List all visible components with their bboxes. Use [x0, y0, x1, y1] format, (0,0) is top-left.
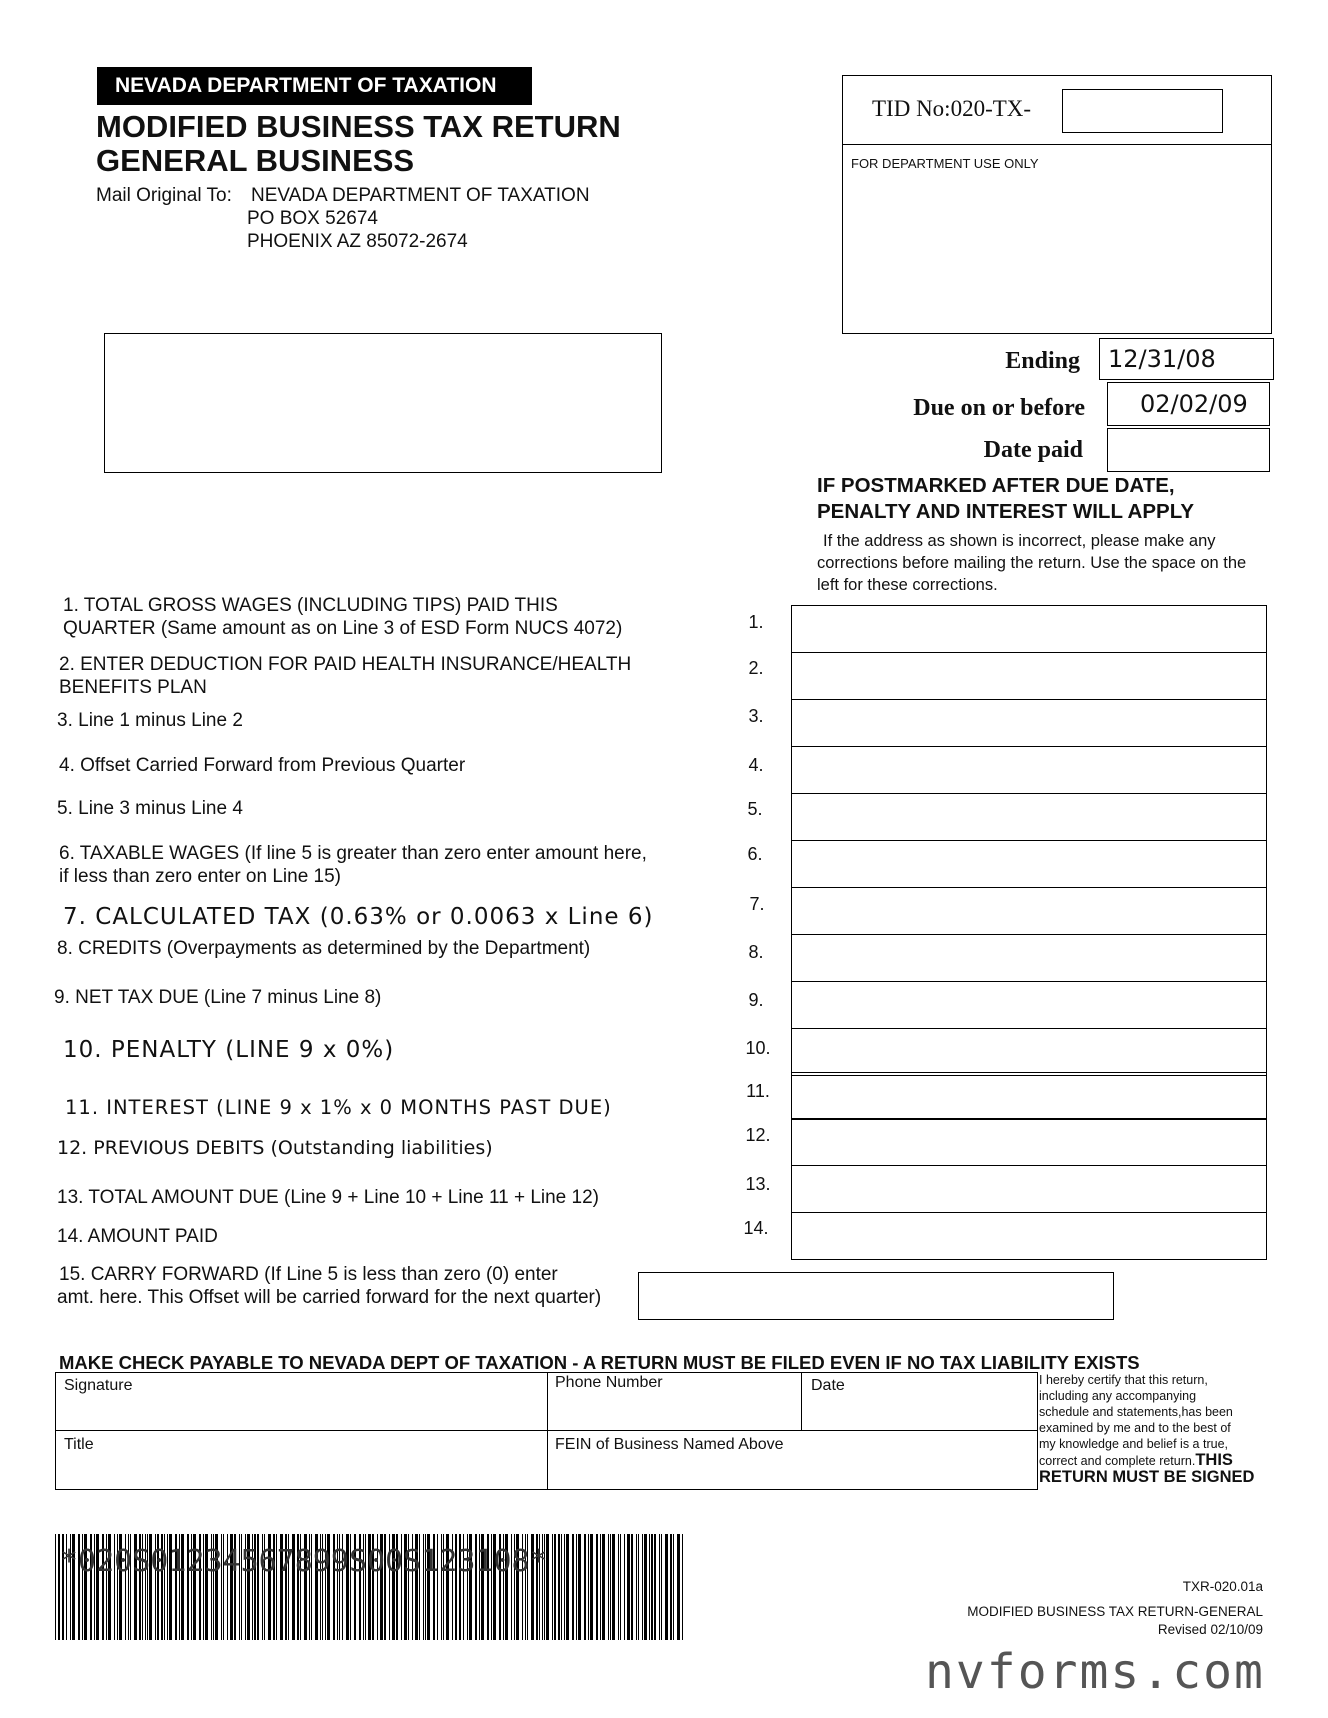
- barcode-bar: [588, 1534, 589, 1640]
- line-14-input[interactable]: [791, 1212, 1267, 1260]
- cert-bold: RETURN MUST BE SIGNED: [1039, 1468, 1255, 1486]
- line-label-text: 1. TOTAL GROSS WAGES (INCLUDING TIPS) PAID THIS: [63, 595, 558, 616]
- cert-line: schedule and statements,has been: [1039, 1405, 1233, 1419]
- barcode-bar: [651, 1534, 653, 1640]
- line-12-input[interactable]: [791, 1118, 1267, 1166]
- warning-line-2: PENALTY AND INTEREST WILL APPLY: [817, 500, 1195, 523]
- line-11-label: 11. INTEREST (LINE 9 x 1% x 0 MONTHS PAST DUE): [65, 1096, 612, 1119]
- line-10-input[interactable]: [791, 1028, 1267, 1076]
- line-label-text: 15. CARRY FORWARD (If Line 5 is less than zero (0) enter: [59, 1264, 558, 1285]
- barcode-bar: [590, 1534, 593, 1640]
- mail-address-line: NEVADA DEPARTMENT OF TAXATION: [251, 185, 590, 206]
- barcode-bar: [661, 1534, 662, 1640]
- late-penalty-warning: [817, 473, 1194, 525]
- line-13-label: 13. TOTAL AMOUNT DUE (Line 9 + Line 10 + Line 11 + Line 12): [57, 1187, 599, 1208]
- barcode-bar: [665, 1534, 668, 1640]
- line-number: 13.: [745, 1174, 771, 1194]
- line-6-label: [59, 842, 647, 888]
- barcode-bar: [649, 1534, 650, 1640]
- mail-address-line: PHOENIX AZ 85072-2674: [247, 231, 468, 252]
- signature-field[interactable]: [56, 1373, 546, 1429]
- line-number: 7.: [749, 894, 765, 914]
- address-correction-box[interactable]: [104, 333, 662, 473]
- barcode-bar: [659, 1534, 660, 1640]
- line-number: 8.: [748, 942, 764, 962]
- cert-bold: THIS: [1195, 1451, 1233, 1469]
- form-title: [96, 110, 621, 178]
- barcode-bar: [55, 1534, 56, 1640]
- line-label-text: BENEFITS PLAN: [59, 677, 207, 698]
- barcode-bar: [578, 1534, 581, 1640]
- barcode-bar: [566, 1534, 569, 1640]
- line-number: 5.: [747, 799, 763, 819]
- line-7-input[interactable]: [791, 887, 1267, 935]
- mail-address: [247, 184, 590, 253]
- line-2-label: [59, 653, 631, 699]
- barcode-bar: [576, 1534, 577, 1640]
- due-label: Due on or before: [913, 395, 1085, 421]
- mail-to-label: Mail Original To:: [96, 185, 232, 206]
- barcode-bar: [561, 1534, 562, 1640]
- barcode-bar: [596, 1534, 598, 1640]
- barcode-bar: [584, 1534, 586, 1640]
- line-4-input[interactable]: [791, 746, 1267, 794]
- line-6-input[interactable]: [791, 840, 1267, 888]
- barcode-bar: [670, 1534, 672, 1640]
- line-number: 11.: [746, 1081, 770, 1101]
- barcode-bar: [572, 1534, 574, 1640]
- title-label: Title: [64, 1436, 94, 1453]
- barcode-bar: [638, 1534, 639, 1640]
- barcode-bar: [618, 1534, 619, 1640]
- line-7-label: 7. CALCULATED TAX (0.63% or 0.0063 x Line 6): [63, 904, 654, 930]
- due-field[interactable]: [1107, 382, 1270, 426]
- line-label-text: QUARTER (Same amount as on Line 3 of ESD Form NUCS 4072): [63, 618, 623, 639]
- barcode-bar: [600, 1534, 601, 1640]
- barcode-bar: [620, 1534, 621, 1640]
- fein-label: FEIN of Business Named Above: [555, 1436, 784, 1453]
- barcode-bar: [631, 1534, 633, 1640]
- payable-notice: MAKE CHECK PAYABLE TO NEVADA DEPT OF TAXATION - A RETURN MUST BE FILED EVEN IF NO TAX LIABILITY EXISTS: [59, 1352, 1140, 1373]
- line-5-label: 5. Line 3 minus Line 4: [57, 798, 243, 819]
- barcode-bar: [682, 1534, 683, 1640]
- line-1-label: [63, 594, 622, 640]
- line-label-text: amt. here. This Offset will be carried forward for the next quarter): [57, 1287, 602, 1308]
- line-11-input[interactable]: [791, 1072, 1267, 1120]
- date-field[interactable]: [802, 1373, 1037, 1429]
- cert-line: I hereby certify that this return,: [1039, 1373, 1208, 1387]
- due-value: 02/02/09: [1140, 390, 1248, 418]
- line-number: 14.: [743, 1218, 769, 1238]
- address-correction-note: If the address as shown is incorrect, please make any corrections before mailing the return. Use the space on the left for these corrections.: [817, 532, 1247, 594]
- fein-field[interactable]: [548, 1431, 1037, 1489]
- line-number: 9.: [748, 990, 764, 1010]
- line-label-text: 6. TAXABLE WAGES (If line 5 is greater than zero enter amount here,: [59, 843, 647, 864]
- line-5-input[interactable]: [791, 793, 1267, 841]
- line-8-label: 8. CREDITS (Overpayments as determined by the Department): [57, 938, 591, 959]
- ending-value: 12/31/08: [1108, 345, 1216, 373]
- line-8-input[interactable]: [791, 934, 1267, 982]
- line-number: 10.: [745, 1038, 771, 1058]
- form-title-line-2: GENERAL BUSINESS: [96, 143, 415, 178]
- line-label-text: if less than zero enter on Line 15): [59, 866, 342, 887]
- tid-label: TID No:020-TX-: [872, 96, 1032, 121]
- barcode-bar: [636, 1534, 637, 1640]
- line-9-input[interactable]: [791, 981, 1267, 1029]
- cert-line: my knowledge and belief is a true,: [1039, 1437, 1228, 1451]
- line-14-label: 14. AMOUNT PAID: [57, 1226, 218, 1247]
- warning-line-1: IF POSTMARKED AFTER DUE DATE,: [817, 474, 1175, 497]
- cert-line: including any accompanying: [1039, 1389, 1197, 1403]
- line-1-input[interactable]: [791, 605, 1267, 653]
- barcode-bar: [673, 1534, 674, 1640]
- line-number: 3.: [748, 706, 764, 726]
- barcode-bar: [558, 1534, 560, 1640]
- line-15-label: [57, 1263, 601, 1309]
- tid-input[interactable]: [1062, 89, 1223, 133]
- site-watermark: nvforms.com: [925, 1644, 1265, 1700]
- barcode-bar: [612, 1534, 615, 1640]
- cert-line: examined by me and to the best of: [1039, 1421, 1231, 1435]
- barcode-bar: [654, 1534, 656, 1640]
- line-2-input[interactable]: [791, 652, 1267, 700]
- line-number: 6.: [747, 844, 763, 864]
- barcode-bar: [642, 1534, 643, 1640]
- phone-field[interactable]: [548, 1373, 800, 1429]
- line-3-label: 3. Line 1 minus Line 2: [57, 710, 243, 731]
- line-9-label: 9. NET TAX DUE (Line 7 minus Line 8): [54, 987, 382, 1008]
- barcode-bar: [610, 1534, 611, 1640]
- line-number: 2.: [748, 658, 764, 678]
- barcode-text: *020S01234567899S00S123108*: [60, 1544, 548, 1579]
- line-number: 12.: [745, 1125, 771, 1145]
- ending-label: Ending: [1005, 348, 1080, 374]
- cert-line: correct and complete return.: [1039, 1454, 1196, 1468]
- line-number: 1.: [748, 612, 764, 632]
- barcode-bar: [552, 1534, 553, 1640]
- line-number: 4.: [748, 755, 764, 775]
- revised-date: Revised 02/10/09: [1157, 1622, 1263, 1637]
- phone-label: Phone Number: [555, 1374, 663, 1391]
- line-15-input[interactable]: [638, 1272, 1114, 1320]
- barcode-bar: [627, 1534, 630, 1640]
- mail-address-line: PO BOX 52674: [247, 208, 378, 229]
- barcode-bar: [624, 1534, 625, 1640]
- title-field[interactable]: [56, 1431, 546, 1489]
- barcode-bar: [564, 1534, 565, 1640]
- line-10-label: 10. PENALTY (LINE 9 x 0%): [63, 1037, 395, 1063]
- barcode-bar: [677, 1534, 680, 1640]
- signature-label: Signature: [64, 1377, 133, 1394]
- date-paid-label: Date paid: [983, 437, 1083, 463]
- form-name: MODIFIED BUSINESS TAX RETURN-GENERAL: [967, 1604, 1263, 1619]
- barcode-bar: [608, 1534, 609, 1640]
- barcode-bar: [554, 1534, 556, 1640]
- agency-banner: NEVADA DEPARTMENT OF TAXATION: [97, 67, 532, 105]
- line-label-text: 2. ENTER DEDUCTION FOR PAID HEALTH INSURANCE/HEALTH: [59, 654, 632, 675]
- form-title-line-1: MODIFIED BUSINESS TAX RETURN: [96, 109, 621, 144]
- date-label: Date: [811, 1377, 845, 1394]
- line-12-label: 12. PREVIOUS DEBITS (Outstanding liabilities): [57, 1137, 493, 1159]
- department-use-label: FOR DEPARTMENT USE ONLY: [851, 156, 1039, 171]
- ending-field[interactable]: [1099, 338, 1274, 380]
- date-paid-field[interactable]: [1107, 428, 1270, 472]
- barcode-bar: [602, 1534, 605, 1640]
- line-3-input[interactable]: [791, 699, 1267, 747]
- certification-statement: [1039, 1372, 1279, 1486]
- form-code: TXR-020.01a: [1182, 1579, 1263, 1594]
- barcode-bar: [644, 1534, 647, 1640]
- line-13-input[interactable]: [791, 1165, 1267, 1213]
- line-4-label: 4. Offset Carried Forward from Previous Quarter: [59, 755, 466, 776]
